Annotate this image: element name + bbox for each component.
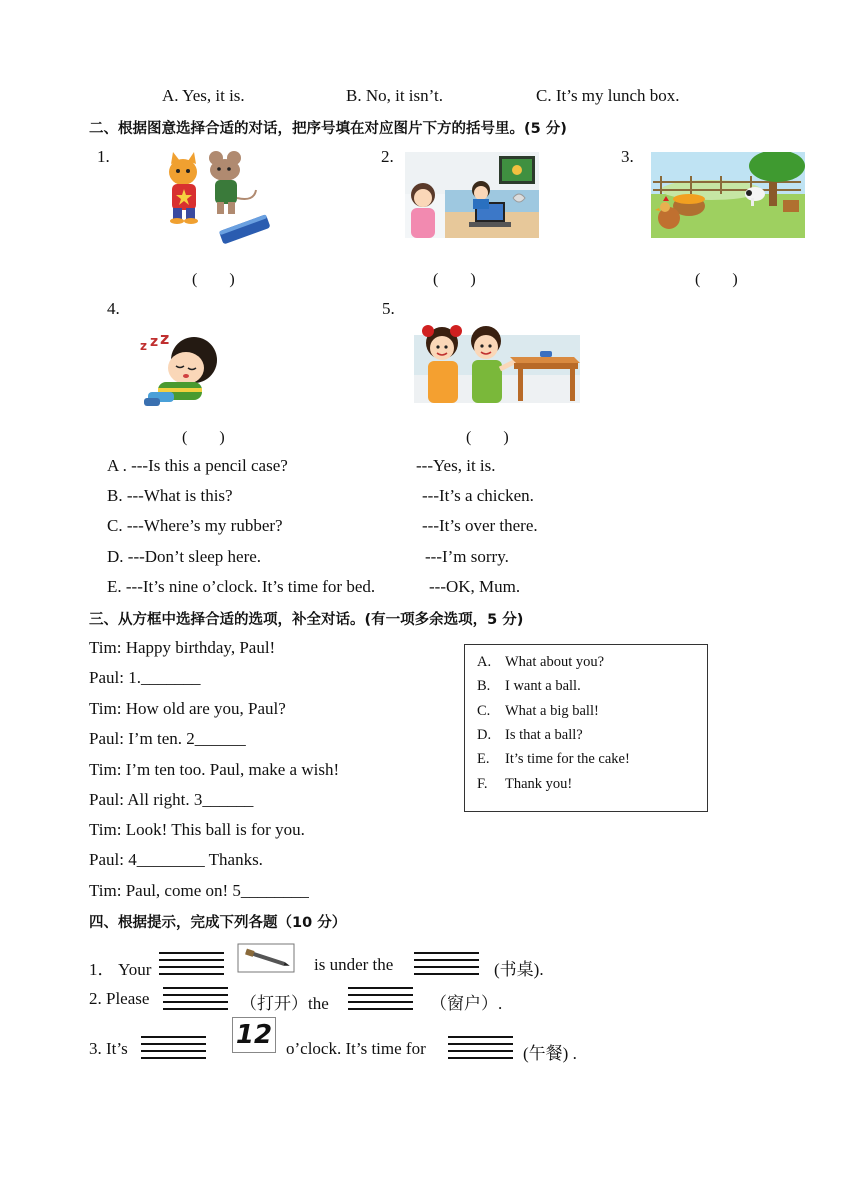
section3-heading: 三、从方框中选择合适的选项，补全对话。(有一项多余选项，5 分) [89,612,524,628]
svg-text:z: z [140,339,147,353]
pen-icon [237,943,295,973]
dialogue-line[interactable]: Paul: 4________ Thanks. [89,850,263,869]
prev-option-a: A. Yes, it is. [162,86,245,105]
svg-text:z: z [160,332,170,348]
dialogue-d-answer: ---I’m sorry. [425,547,509,566]
q3-hint: (午餐) . [523,1044,577,1063]
dialogue-c-answer: ---It’s over there. [422,516,538,535]
dialogue-a-question: A . ---Is this a pencil case? [107,456,288,475]
dialogue-c-question: C. ---Where’s my rubber? [107,516,283,535]
dialogue-line: Tim: Happy birthday, Paul! [89,638,276,657]
q2-blank-2[interactable] [348,987,413,1015]
q3-blank-2[interactable] [448,1036,513,1064]
dialogue-line: Tim: I’m ten too. Paul, make a wish! [89,760,340,779]
section2-heading: 二、根据图意选择合适的对话，把序号填在对应图片下方的括号里。(5 分) [89,121,567,137]
dialogue-e-question: E. ---It’s nine o’clock. It’s time for bed. [107,577,376,596]
sleeping-boy-icon [138,332,228,410]
q3-start: 3. It’s [89,1039,128,1058]
option-d: D. Is that a ball? [477,727,583,743]
q2-blank-1[interactable] [163,987,228,1015]
dialogue-line[interactable]: Tim: Paul, come on! 5________ [89,881,309,900]
prev-option-c: C. It’s my lunch box. [536,86,680,105]
answer-blank-3[interactable]: ( ) [695,271,738,288]
answer-blank-1[interactable]: ( ) [192,271,235,288]
option-b: B. I want a ball. [477,678,581,694]
option-e: E. It’s time for the cake! [477,751,630,767]
options-box [464,644,708,812]
q1-hint: (书桌). [494,960,544,979]
svg-text:z: z [150,334,159,350]
q1-middle: is under the [314,955,394,974]
girl-boy-computer-icon [405,152,539,238]
dialogue-line: Tim: Look! This ball is for you. [89,820,305,839]
answer-blank-2[interactable]: ( ) [433,271,476,288]
answer-blank-4[interactable]: ( ) [182,429,225,446]
picture-number-1: 1. [97,147,110,166]
q3-blank-1[interactable] [141,1036,206,1064]
q3-middle: o’clock. It’s time for [286,1039,426,1058]
dialogue-line[interactable]: Paul: 1._______ [89,668,201,687]
q1-start: 1． Your [89,960,152,979]
section4-heading: 四、根据提示，完成下列各题（10 分） [89,915,347,931]
dialogue-a-answer: ---Yes, it is. [416,456,496,475]
cat-mouse-pencil-case-icon [158,150,270,245]
option-c: C. What a big ball! [477,703,599,719]
dialogue-e-answer: ---OK, Mum. [429,577,521,596]
answer-blank-5[interactable]: ( ) [466,429,509,446]
picture-number-5: 5. [382,299,395,318]
girl-boy-desk-icon [414,317,580,403]
farm-chicken-icon [651,152,805,238]
option-f: F. Thank you! [477,776,573,792]
dialogue-b-question: B. ---What is this? [107,486,233,505]
picture-number-3: 3. [621,147,634,166]
q2-hint-open: （打开）the [240,994,329,1013]
dialogue-b-answer: ---It’s a chicken. [422,486,534,505]
clock-number-icon: 12 [232,1017,276,1053]
dialogue-line[interactable]: Paul: I’m ten. 2______ [89,729,246,748]
dialogue-line: Tim: How old are you, Paul? [89,699,286,718]
q2-hint-window: （窗户）. [430,994,503,1013]
dialogue-line[interactable]: Paul: All right. 3______ [89,790,254,809]
picture-number-2: 2. [381,147,394,166]
dialogue-d-question: D. ---Don’t sleep here. [107,547,262,566]
option-a: A. What about you? [477,654,605,670]
q1-blank-1[interactable] [159,952,224,980]
picture-number-4: 4. [107,299,120,318]
prev-option-b: B. No, it isn’t. [346,86,443,105]
q1-blank-2[interactable] [414,952,479,980]
q2-start: 2. Please [89,989,150,1008]
